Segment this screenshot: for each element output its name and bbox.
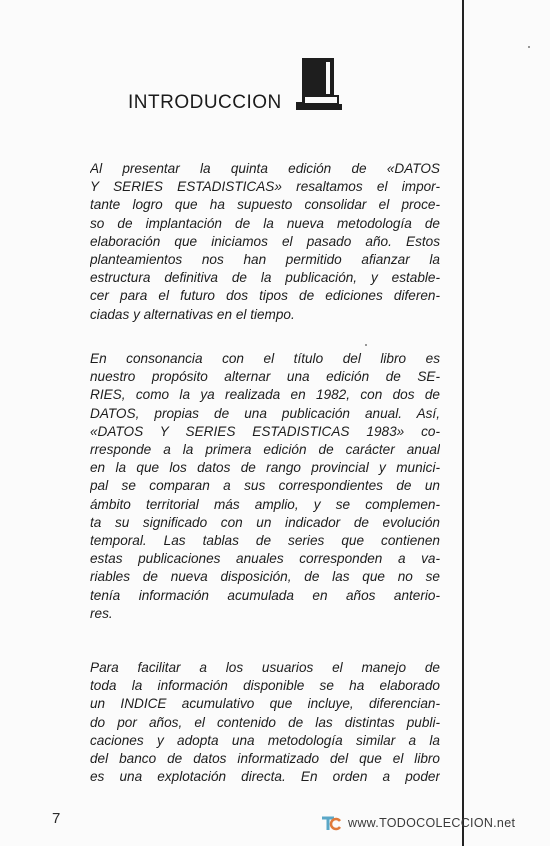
paragraph-2 (90, 350, 440, 623)
watermark (320, 814, 515, 832)
text-line: estas publicaciones anuales corresponden a va- (90, 551, 440, 567)
todocoleccion-logo-icon (320, 814, 342, 832)
text-line: ámbito territorial más amplio, y se complemen- (90, 496, 440, 512)
margin-rule (462, 0, 464, 846)
text-line: RIES, como la ya realizada en 1982, con dos de (90, 387, 440, 403)
text-line: DATOS, propias de una publicación anual. Así, (90, 405, 440, 421)
text-line: toda la información disponible se ha elaborado (90, 678, 440, 694)
text-line: riables de nueva disposición, de las que no se (90, 569, 440, 585)
text-line: do por años, el contenido de las distintas publi- (90, 714, 440, 730)
text-line: rresponde a la primera edición de carácter anual (90, 442, 440, 458)
text-line: so de implantación de la nueva metodología de (90, 215, 440, 231)
text-line: Al presentar la quinta edición de «DATOS (90, 161, 440, 176)
watermark-text: www.TODOCOLECCION.net (348, 816, 516, 830)
text-line: estructura definitiva de la publicación, y estable- (90, 270, 440, 286)
text-line: pal se comparan a sus correspondientes de un (90, 478, 440, 494)
text-line: cer para el futuro dos tipos de ediciones diferen- (90, 288, 440, 304)
text-line: caciones y adopta una metodología similar a la (90, 732, 440, 748)
text-line: nuestro propósito alternar una edición de SE- (90, 369, 440, 385)
text-line: temporal. Las tablas de series que contienen (90, 533, 440, 549)
text-line: tenía información acumulada en años anterio- (90, 587, 440, 603)
text-line: Y SERIES ESTADISTICAS» resaltamos el impor- (90, 179, 440, 195)
text-line: ta su significado con un indicador de evolución (90, 514, 440, 530)
text-line: es una explotación directa. En orden a poder (90, 769, 440, 785)
book-icon (296, 56, 344, 112)
page-number: 7 (52, 810, 61, 827)
text-line: En consonancia con el título del libro es (90, 351, 440, 366)
text-line: elaboración que iniciamos el pasado año. Estos (90, 233, 440, 249)
text-line: un INDICE acumulativo que incluye, diferencian- (90, 696, 440, 712)
text-line: del banco de datos informatizado del que el libro (90, 751, 440, 767)
print-speck (365, 344, 367, 346)
text-line: planteamientos nos han permitido afianzar la (90, 252, 440, 268)
text-line: en la que los datos de rango provincial y munici- (90, 460, 440, 476)
paragraph-3 (90, 659, 440, 786)
page-title: INTRODUCCION (128, 92, 282, 113)
paragraph-1 (90, 160, 440, 324)
text-line: ciadas y alternativas en el tiempo. (90, 306, 295, 322)
text-line: tante logro que ha supuesto consolidar el proce- (90, 197, 440, 213)
text-line: res. (90, 605, 113, 621)
text-line: «DATOS Y SERIES ESTADISTICAS 1983» co- (90, 423, 440, 439)
text-line: Para facilitar a los usuarios el manejo de (90, 660, 440, 675)
print-speck (528, 46, 530, 48)
